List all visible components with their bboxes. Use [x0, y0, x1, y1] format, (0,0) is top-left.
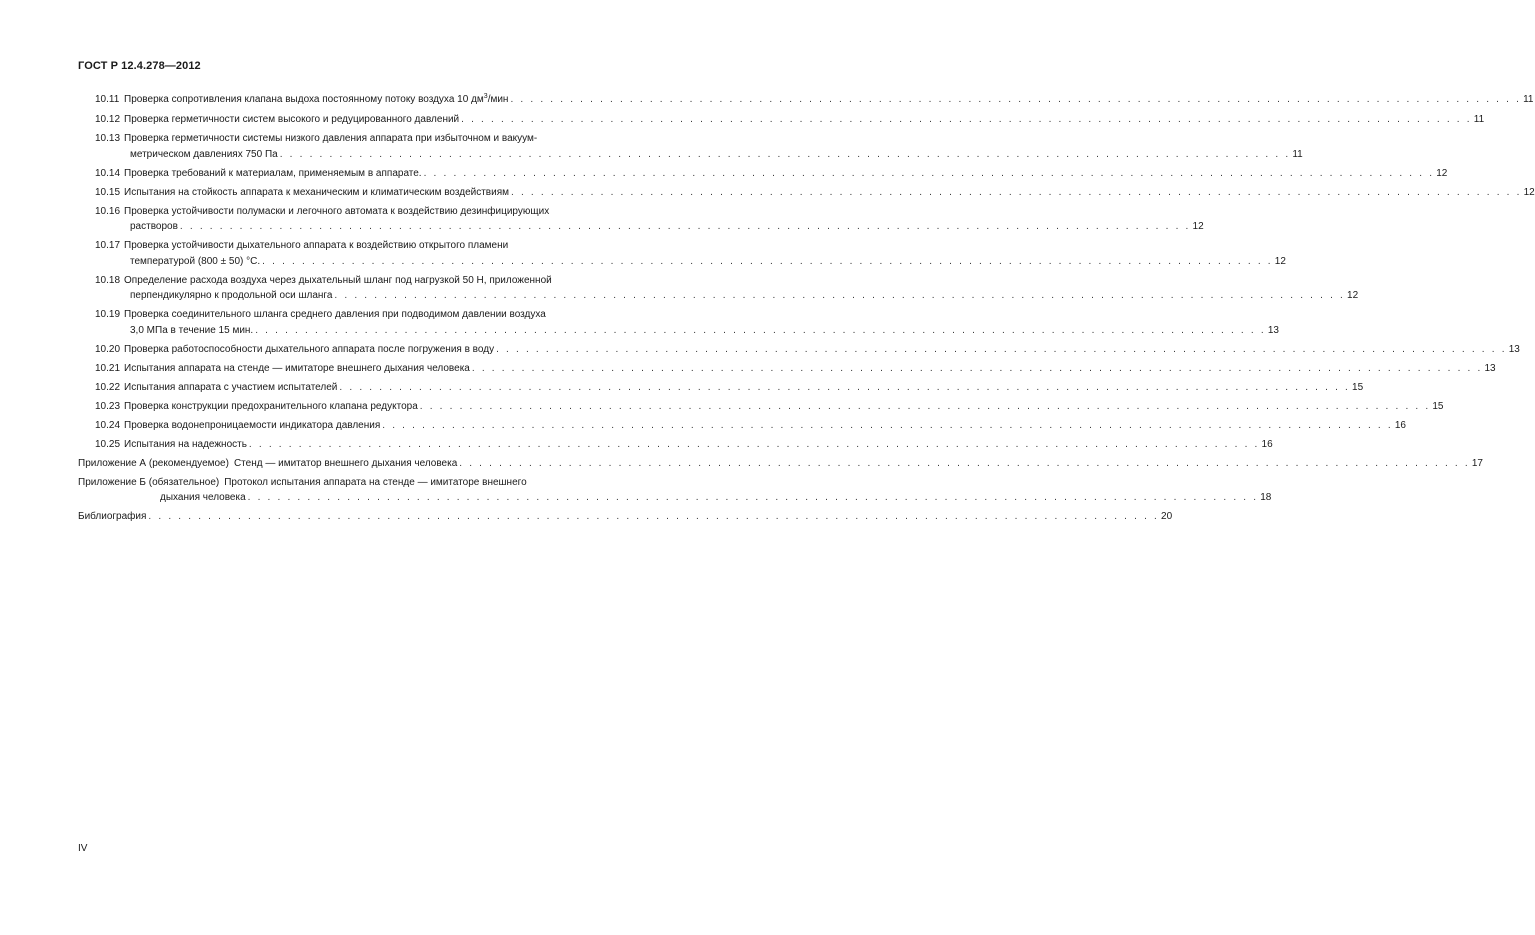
toc-page: 11 [1523, 94, 1534, 105]
toc-entry-10-14[interactable] [78, 166, 1448, 182]
toc-number: 10.19 [95, 309, 121, 320]
appendix-label: Приложение А (рекомендуемое) [78, 457, 229, 469]
toc-page: 20 [1161, 511, 1173, 522]
document-header: ГОСТ Р 12.4.278—2012 [78, 60, 201, 72]
toc-entry-10-12[interactable] [78, 112, 1485, 128]
toc-number: 10.22 [95, 381, 121, 393]
leader-dots: . . . . . . . . . . . . . . . . . . . . . . . . . . . . . . . . . . . . . . . . . . . . . . . . . . . . . . . . . . . . . . . . . . . . . . . . . . . . . . . . . . . . . . . . . . . . . . . . . . . . . . [279, 148, 1291, 160]
leader-dots: . . . . . . . . . . . . . . . . . . . . . . . . . . . . . . . . . . . . . . . . . . . . . . . . . . . . . . . . . . . . . . . . . . . . . . . . . . . . . . . . . . . . . . . . . . . . . . . . . . . . . . [459, 457, 1470, 469]
toc-title: Проверка работоспособности дыхательного аппарата после погружения в воду [124, 343, 495, 355]
leader-dots: . . . . . . . . . . . . . . . . . . . . . . . . . . . . . . . . . . . . . . . . . . . . . . . . . . . . . . . . . . . . . . . . . . . . . . . . . . . . . . . . . . . . . . . . . . . . . . . . . . . . . . [471, 362, 1483, 374]
toc-title-continued: метрическом давлениях 750 Па [130, 148, 278, 160]
toc-page: 12 [1436, 167, 1448, 179]
toc-entry-10-22[interactable] [78, 380, 1364, 396]
toc-appendix-a[interactable] [78, 456, 1483, 472]
toc-page: 17 [1471, 457, 1483, 469]
leader-dots: . . . . . . . . . . . . . . . . . . . . . . . . . . . . . . . . . . . . . . . . . . . . . . . . . . . . . . . . . . . . . . . . . . . . . . . . . . . . . . . . . . . . . . . . . . . . . . . . . . . . . . [247, 492, 1259, 503]
toc-page: 12 [1192, 221, 1204, 232]
toc-title: Проверка сопротивления клапана выдоха постоянному потоку воздуха 10 $дм^3$/мин [124, 93, 509, 105]
toc-entry-10-25[interactable] [78, 437, 1273, 453]
leader-dots: . . . . . . . . . . . . . . . . . . . . . . . . . . . . . . . . . . . . . . . . . . . . . . . . . . . . . . . . . . . . . . . . . . . . . . . . . . . . . . . . . . . . . . . . . . . . . . . . . . . . . . [419, 400, 1431, 412]
toc-title: Проверка герметичности систем высокого и редуцированного давлений [124, 114, 460, 125]
appendix-title-continued: дыхания человека [160, 492, 246, 503]
toc-bibliography[interactable] [78, 509, 1173, 525]
leader-dots: . . . . . . . . . . . . . . . . . . . . . . . . . . . . . . . . . . . . . . . . . . . . . . . . . . . . . . . . . . . . . . . . . . . . . . . . . . . . . . . . . . . . . . . . . . . . . . . . . . . . . . [179, 221, 1191, 232]
toc-title: Испытания на надежность [124, 438, 247, 450]
toc-page: 12 [1347, 290, 1359, 301]
leader-dots: . . . . . . . . . . . . . . . . . . . . . . . . . . . . . . . . . . . . . . . . . . . . . . . . . . . . . . . . . . . . . . . . . . . . . . . . . . . . . . . . . . . . . . . . . . . . . . . . . . . . . . [339, 381, 1351, 393]
toc-number: 10.25 [95, 438, 121, 450]
toc-number: 10.18 [95, 274, 121, 286]
toc-appendix-b[interactable] [78, 475, 1272, 506]
toc-entry-10-11[interactable] [78, 92, 1534, 109]
toc-page: 11 [1292, 148, 1303, 160]
toc-entry-10-15[interactable] [78, 185, 1535, 201]
toc-number: 10.13 [95, 133, 121, 144]
toc-entry-10-13[interactable] [78, 131, 1303, 162]
toc-page: 16 [1394, 419, 1406, 431]
toc-entry-10-24[interactable] [78, 418, 1406, 434]
leader-dots: . . . . . . . . . . . . . . . . . . . . . . . . . . . . . . . . . . . . . . . . . . . . . . . . . . . . . . . . . . . . . . . . . . . . . . . . . . . . . . . . . . . . . . . . . . . . . . . . . . . . . . [255, 324, 1266, 336]
toc-number: 10.21 [95, 362, 121, 374]
toc-title: Испытания аппарата на стенде — имитаторе внешнего дыхания человека [124, 362, 470, 374]
leader-dots: . . . . . . . . . . . . . . . . . . . . . . . . . . . . . . . . . . . . . . . . . . . . . . . . . . . . . . . . . . . . . . . . . . . . . . . . . . . . . . . . . . . . . . . . . . . . . . . . . . . . . . [334, 290, 1346, 301]
toc-title: Испытания на стойкость аппарата к механическим и климатическим воздействиям [124, 186, 509, 198]
leader-dots: . . . . . . . . . . . . . . . . . . . . . . . . . . . . . . . . . . . . . . . . . . . . . . . . . . . . . . . . . . . . . . . . . . . . . . . . . . . . . . . . . . . . . . . . . . . . . . . . . . . . . . [510, 94, 1522, 105]
toc-entry-10-17[interactable] [78, 238, 1286, 269]
appendix-title: Протокол испытания аппарата на стенде — имитаторе внешнего [224, 476, 527, 488]
toc-entry-10-23[interactable] [78, 399, 1444, 415]
toc-title: Проверка соединительного шланга среднего давления при подводимом давлении воздуха [124, 309, 546, 320]
appendix-label: Приложение Б (обязательное) [78, 476, 220, 488]
toc-page: 15 [1352, 381, 1364, 393]
toc-title-continued: растворов [130, 221, 178, 232]
toc-page: 16 [1261, 438, 1273, 450]
toc-title-continued: перпендикулярно к продольной оси шланга [130, 290, 333, 301]
leader-dots: . . . . . . . . . . . . . . . . . . . . . . . . . . . . . . . . . . . . . . . . . . . . . . . . . . . . . . . . . . . . . . . . . . . . . . . . . . . . . . . . . . . . . . . . . . . . . . . . . . . . . . [148, 511, 1160, 522]
toc-title: Проверка конструкции предохранительного клапана редуктора [124, 400, 418, 412]
toc-page: 15 [1432, 400, 1444, 412]
bibliography-title: Библиография [78, 511, 147, 522]
page-number: IV [78, 843, 88, 854]
toc-number: 10.14 [95, 167, 121, 179]
toc-page: 12 [1274, 255, 1286, 267]
toc-page: 18 [1260, 492, 1272, 503]
toc-entry-10-21[interactable] [78, 361, 1496, 377]
toc-entry-10-16[interactable] [78, 204, 1204, 235]
toc-title-continued: 3,0 МПа в течение 15 мин. [130, 324, 254, 336]
toc-title: Испытания аппарата с участием испытателей [124, 381, 338, 393]
appendix-title: Стенд — имитатор внешнего дыхания человека [233, 457, 458, 469]
toc-number: 10.23 [95, 400, 121, 412]
toc-number: 10.16 [95, 205, 121, 217]
toc-page: 13 [1508, 343, 1520, 355]
toc-title: Проверка устойчивости дыхательного аппарата к воздействию открытого пламени [124, 240, 509, 251]
table-of-contents [78, 92, 1535, 528]
leader-dots: . . . . . . . . . . . . . . . . . . . . . . . . . . . . . . . . . . . . . . . . . . . . . . . . . . . . . . . . . . . . . . . . . . . . . . . . . . . . . . . . . . . . . . . . . . . . . . . . . . . . . . [248, 438, 1260, 450]
superscript: 3 [483, 93, 488, 100]
toc-page: 11 [1473, 114, 1485, 125]
toc-number: 10.20 [95, 343, 121, 355]
leader-dots: . . . . . . . . . . . . . . . . . . . . . . . . . . . . . . . . . . . . . . . . . . . . . . . . . . . . . . . . . . . . . . . . . . . . . . . . . . . . . . . . . . . . . . . . . . . . . . . . . . . . . . [423, 167, 1435, 179]
toc-title-continued: температурой (800 ± 50) °С. [130, 255, 261, 267]
toc-title: Проверка водонепроницаемости индикатора давления [124, 419, 381, 431]
toc-title: Проверка требований к материалам, применяемым в аппарате. [124, 167, 422, 179]
toc-title: Проверка устойчивости полумаски и легочного автомата к воздействию дезинфицирующих [124, 205, 550, 217]
leader-dots: . . . . . . . . . . . . . . . . . . . . . . . . . . . . . . . . . . . . . . . . . . . . . . . . . . . . . . . . . . . . . . . . . . . . . . . . . . . . . . . . . . . . . . . . . . . . . . . . . . . . . . [382, 419, 1393, 431]
toc-entry-10-18[interactable] [78, 273, 1359, 304]
toc-page: 13 [1267, 324, 1279, 336]
leader-dots: . . . . . . . . . . . . . . . . . . . . . . . . . . . . . . . . . . . . . . . . . . . . . . . . . . . . . . . . . . . . . . . . . . . . . . . . . . . . . . . . . . . . . . . . . . . . . . . . . . . . . . [511, 186, 1522, 198]
toc-title: Определение расхода воздуха через дыхательный шланг под нагрузкой 50 Н, приложенной [124, 274, 552, 286]
leader-dots: . . . . . . . . . . . . . . . . . . . . . . . . . . . . . . . . . . . . . . . . . . . . . . . . . . . . . . . . . . . . . . . . . . . . . . . . . . . . . . . . . . . . . . . . . . . . . . . . . . . . . . [461, 114, 1472, 125]
toc-entry-10-20[interactable] [78, 342, 1520, 358]
toc-number: 10.17 [95, 240, 121, 251]
leader-dots: . . . . . . . . . . . . . . . . . . . . . . . . . . . . . . . . . . . . . . . . . . . . . . . . . . . . . . . . . . . . . . . . . . . . . . . . . . . . . . . . . . . . . . . . . . . . . . . . . . . . . . [262, 255, 1273, 267]
toc-number: 10.24 [95, 419, 121, 431]
toc-page: 12 [1523, 186, 1535, 198]
leader-dots: . . . . . . . . . . . . . . . . . . . . . . . . . . . . . . . . . . . . . . . . . . . . . . . . . . . . . . . . . . . . . . . . . . . . . . . . . . . . . . . . . . . . . . . . . . . . . . . . . . . . . . [496, 343, 1507, 355]
toc-number: 10.12 [95, 114, 121, 125]
toc-title: Проверка герметичности системы низкого давления аппарата при избыточном и вакуум- [124, 133, 538, 144]
toc-number: 10.11 [95, 94, 120, 105]
toc-page: 13 [1484, 362, 1496, 374]
toc-number: 10.15 [95, 186, 121, 198]
toc-entry-10-19[interactable] [78, 307, 1279, 338]
